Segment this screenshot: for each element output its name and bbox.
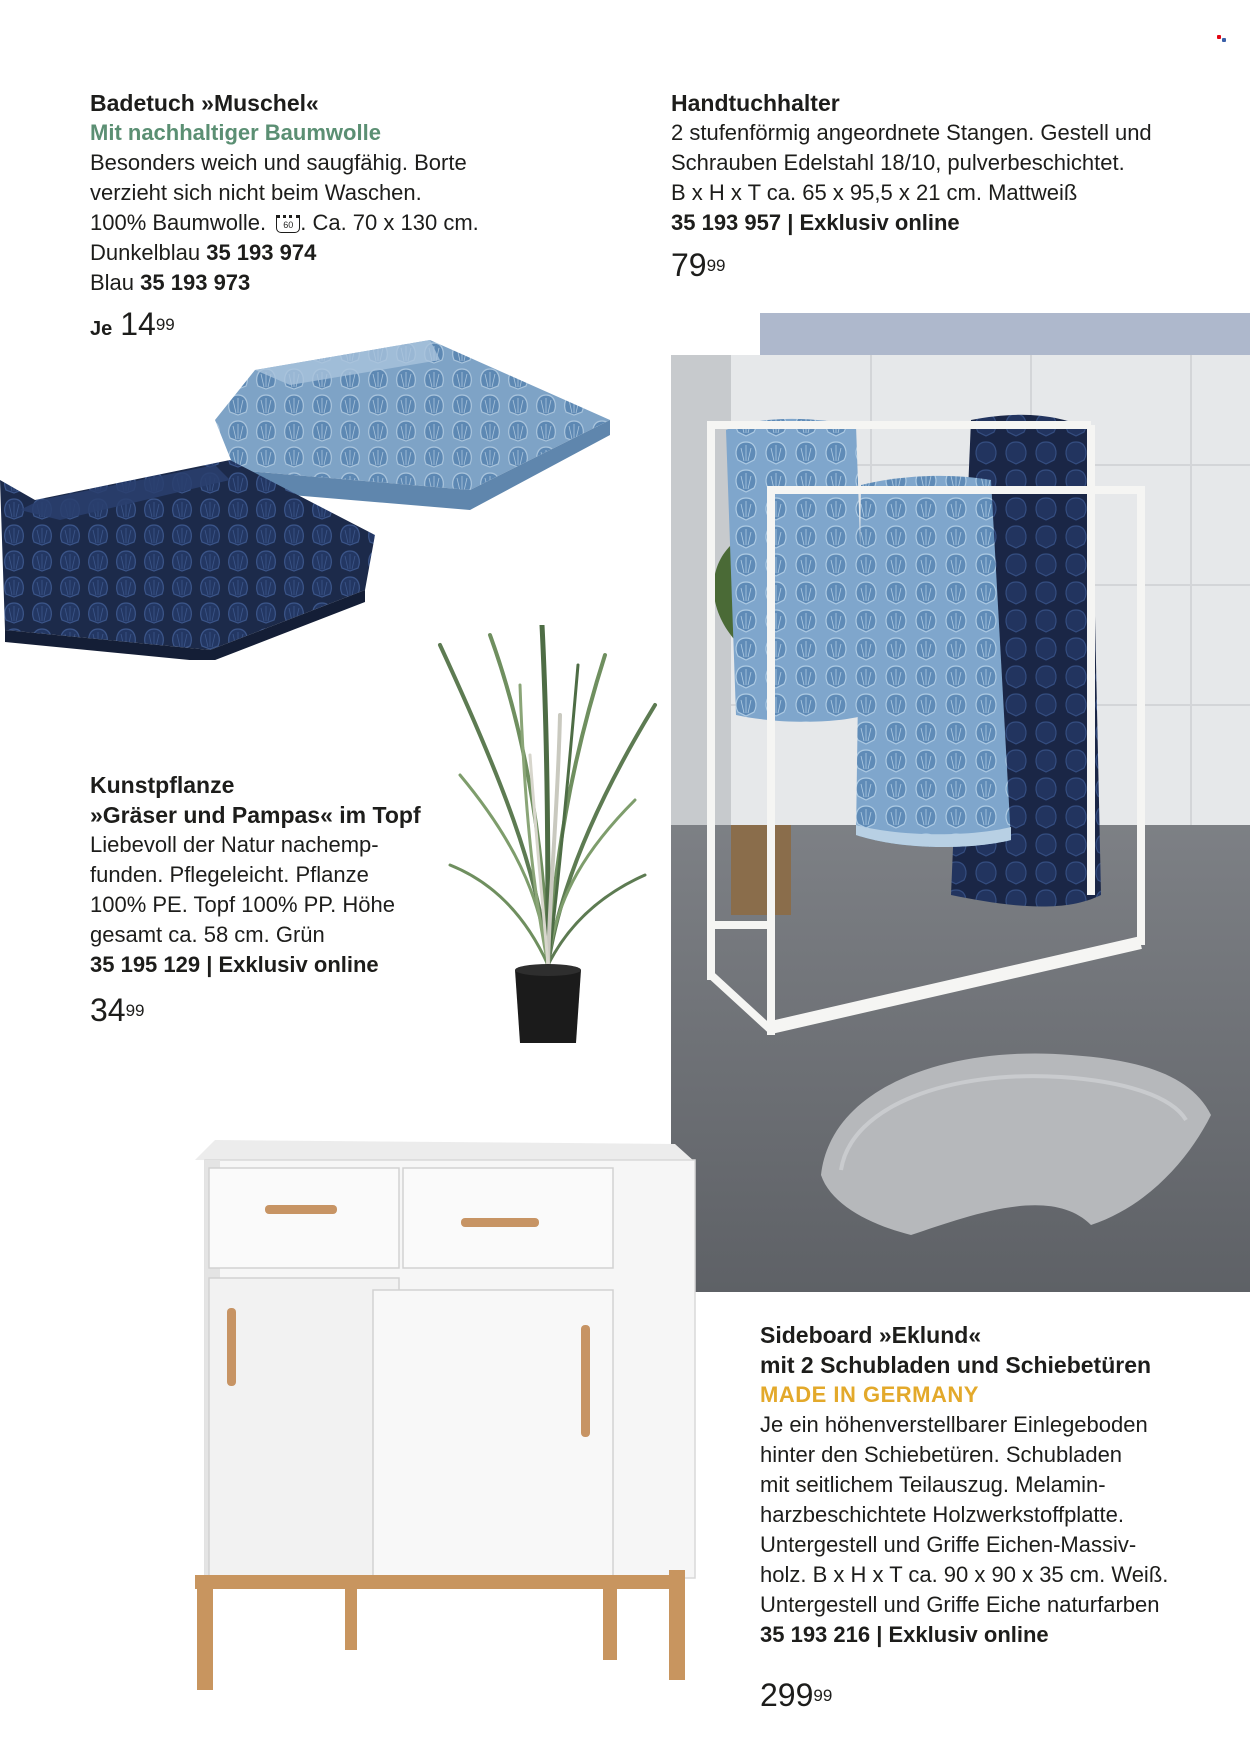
product-subtitle: MADE IN GERMANY [760, 1382, 979, 1407]
size-text: . Ca. 70 x 130 cm. [300, 210, 479, 235]
price-euros: 34 [90, 992, 126, 1028]
sideboard-description [760, 1320, 1245, 1650]
description-line: mit seitlichem Teilauszug. Melamin- [760, 1472, 1106, 1497]
order-line: 35 193 957 | Exklusiv online [671, 210, 960, 235]
product-title: Sideboard »Eklund« [760, 1322, 982, 1348]
description-line: Untergestell und Griffe Eichen-Massiv- [760, 1532, 1137, 1557]
wash-60-icon: 60 [276, 215, 300, 233]
description-line: hinter den Schiebetüren. Schubladen [760, 1442, 1123, 1467]
drawer-handle [265, 1205, 337, 1214]
door-handle [581, 1325, 590, 1437]
towel-product-image [0, 340, 620, 660]
basket [731, 825, 791, 915]
light-towel-front [856, 476, 1011, 847]
product-title: mit 2 Schubladen und Schiebetüren [760, 1352, 1152, 1378]
product-title: Kunstpflanze [90, 772, 235, 798]
brand-logo-mark [1217, 35, 1227, 43]
price-euros: 14 [120, 306, 156, 342]
description-line: harzbeschichtete Holzwerkstoffplatte. [760, 1502, 1124, 1527]
description-line: Schrauben Edelstahl 18/10, pulverbeschichtet. [671, 150, 1125, 175]
product-title: Badetuch »Muschel« [90, 90, 319, 116]
plant-pot [515, 964, 581, 1043]
towel-rack-photo [671, 355, 1250, 1292]
decorative-strip [760, 313, 1250, 358]
product-title: »Gräser und Pampas« im Topf [90, 802, 421, 828]
article-number: 35 193 974 [206, 240, 317, 265]
sideboard-price [760, 1677, 832, 1713]
badetuch-description [90, 88, 610, 298]
door-handle [227, 1308, 236, 1386]
material-text: 100% Baumwolle. [90, 210, 267, 235]
handtuchhalter-price [671, 247, 726, 283]
price-cents: 99 [813, 1686, 833, 1705]
order-line: 35 195 129 | Exklusiv online [90, 952, 379, 977]
order-line: 35 193 216 | Exklusiv online [760, 1622, 1049, 1647]
kunstpflanze-description [90, 770, 490, 980]
oak-base [195, 1570, 685, 1690]
description-line: 2 stufenförmig angeordnete Stangen. Gestell und [671, 120, 1152, 145]
variant-label: Dunkelblau [90, 240, 201, 265]
price-cents: 99 [125, 1001, 145, 1020]
material-line [90, 208, 610, 238]
price-euros: 299 [760, 1677, 814, 1713]
description-line: verzieht sich nicht beim Waschen. [90, 180, 422, 205]
description-line: Liebevoll der Natur nachemp- [90, 832, 379, 857]
description-line: Untergestell und Griffe Eiche naturfarben [760, 1592, 1160, 1617]
description-line: holz. B x H x T ca. 90 x 90 x 35 cm. Weiß. [760, 1562, 1169, 1587]
price-euros: 79 [671, 247, 707, 283]
product-title: Handtuchhalter [671, 90, 840, 116]
product-subtitle: Mit nachhaltiger Baumwolle [90, 120, 381, 145]
drawer-handle [461, 1218, 539, 1227]
price-cents: 99 [706, 256, 726, 275]
variant-label: Blau [90, 270, 135, 295]
drawers [209, 1168, 613, 1268]
description-line: Besonders weich und saugfähig. Borte [90, 150, 467, 175]
description-line: B x H x T ca. 65 x 95,5 x 21 cm. Mattweiß [671, 180, 1078, 205]
article-number: 35 193 973 [140, 270, 251, 295]
kunstpflanze-price [90, 992, 145, 1028]
description-line: Je ein höhenverstellbarer Einlegeboden [760, 1412, 1148, 1437]
price-prefix: Je [90, 318, 113, 340]
description-line: gesamt ca. 58 cm. Grün [90, 922, 325, 947]
towel-rack-scene [671, 355, 1250, 1292]
variant-line [90, 238, 610, 268]
variant-line [90, 268, 610, 298]
price-cents: 99 [155, 315, 175, 334]
light-towel-back [726, 419, 866, 722]
description-line: 100% PE. Topf 100% PP. Höhe [90, 892, 395, 917]
sideboard-product-image [195, 1140, 715, 1700]
description-line: funden. Pflegeleicht. Pflanze [90, 862, 369, 887]
sliding-doors [209, 1278, 613, 1578]
handtuchhalter-description [671, 88, 1241, 238]
